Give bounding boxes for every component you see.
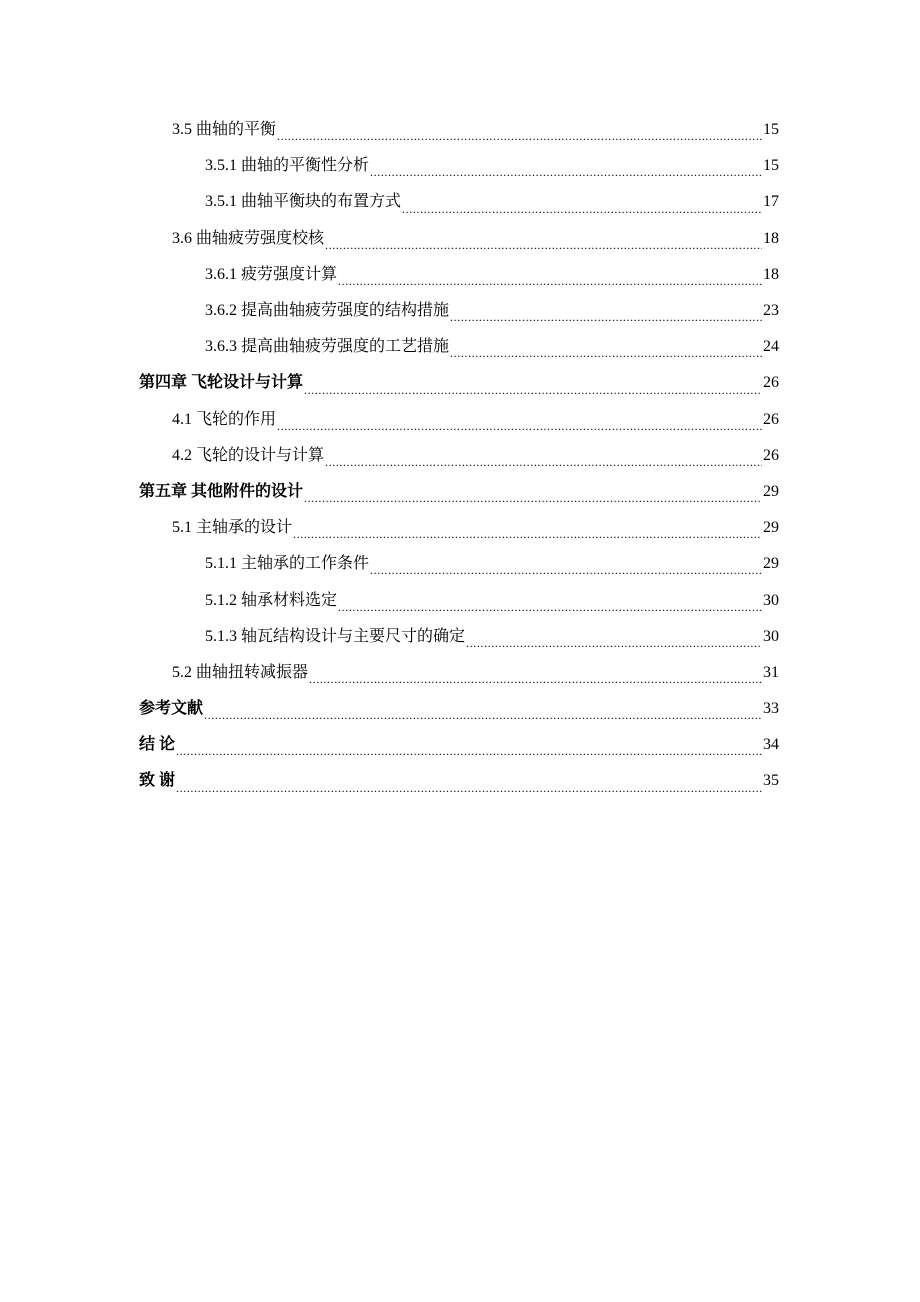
toc-dot-leader	[325, 235, 762, 255]
toc-entry[interactable]	[0, 582, 920, 618]
toc-entry[interactable]	[0, 510, 920, 546]
toc-entry-title: 参考文献	[139, 700, 204, 718]
toc-entry-title: 3.6 曲轴疲劳强度校核	[172, 229, 325, 247]
toc-entry-page: 15	[763, 157, 779, 175]
toc-entry-title: 3.5 曲轴的平衡	[172, 121, 277, 139]
toc-entry-title: 3.6.1 疲劳强度计算	[205, 265, 338, 283]
toc-entry-page: 24	[763, 338, 779, 356]
toc-entry-page: 26	[763, 374, 779, 392]
toc-entry-page: 18	[763, 229, 779, 247]
toc-dot-leader	[450, 343, 762, 363]
toc-dot-leader	[402, 199, 762, 219]
toc-entry[interactable]	[0, 112, 920, 148]
toc-entry-page: 17	[763, 193, 779, 211]
toc-entry-title: 5.1 主轴承的设计	[172, 519, 293, 537]
toc-dot-leader	[204, 705, 762, 725]
toc-dot-leader	[304, 488, 762, 508]
toc-dot-leader	[277, 126, 762, 146]
toc-entry-title: 3.6.3 提高曲轴疲劳强度的工艺措施	[205, 338, 450, 356]
toc-entry-page: 18	[763, 265, 779, 283]
toc-entry-title: 5.1.3 轴瓦结构设计与主要尺寸的确定	[205, 627, 466, 645]
toc-entry[interactable]	[0, 148, 920, 184]
toc-dot-leader	[338, 597, 762, 617]
toc-dot-leader	[370, 162, 762, 182]
toc-entry-page: 33	[763, 700, 779, 718]
toc-entry-page: 26	[763, 410, 779, 428]
toc-entry[interactable]	[0, 184, 920, 220]
toc-entry-page: 31	[763, 663, 779, 681]
toc-chapter-entry[interactable]	[0, 365, 920, 401]
table-of-contents	[0, 112, 920, 800]
toc-entry-page: 26	[763, 446, 779, 464]
toc-entry-title: 3.5.1 曲轴平衡块的布置方式	[205, 193, 402, 211]
toc-dot-leader	[176, 778, 762, 798]
toc-dot-leader	[338, 271, 762, 291]
toc-dot-leader	[176, 741, 762, 761]
toc-entry[interactable]	[0, 655, 920, 691]
toc-entry-page: 29	[763, 519, 779, 537]
toc-entry-page: 30	[763, 591, 779, 609]
toc-entry-page: 29	[763, 555, 779, 573]
toc-entry-page: 29	[763, 482, 779, 500]
toc-entry-title: 3.5.1 曲轴的平衡性分析	[205, 157, 370, 175]
toc-dot-leader	[277, 416, 762, 436]
toc-entry-page: 30	[763, 627, 779, 645]
toc-entry[interactable]	[0, 293, 920, 329]
toc-dot-leader	[325, 452, 762, 472]
toc-dot-leader	[466, 633, 762, 653]
toc-entry[interactable]	[0, 546, 920, 582]
toc-entry-title: 3.6.2 提高曲轴疲劳强度的结构措施	[205, 302, 450, 320]
toc-chapter-entry[interactable]	[0, 763, 920, 799]
toc-entry-title: 5.2 曲轴扭转减振器	[172, 663, 309, 681]
toc-chapter-entry[interactable]	[0, 691, 920, 727]
toc-entry-page: 35	[763, 772, 779, 790]
toc-chapter-entry[interactable]	[0, 727, 920, 763]
toc-entry-page: 34	[763, 736, 779, 754]
toc-entry-title: 第五章 其他附件的设计	[139, 482, 304, 500]
toc-entry[interactable]	[0, 329, 920, 365]
toc-entry-title: 5.1.2 轴承材料选定	[205, 591, 338, 609]
toc-entry-title: 结 论	[139, 736, 176, 754]
toc-dot-leader	[304, 380, 762, 400]
toc-dot-leader	[309, 669, 762, 689]
toc-entry-title: 5.1.1 主轴承的工作条件	[205, 555, 370, 573]
toc-entry[interactable]	[0, 438, 920, 474]
toc-chapter-entry[interactable]	[0, 474, 920, 510]
toc-entry[interactable]	[0, 402, 920, 438]
toc-dot-leader	[293, 524, 762, 544]
toc-entry[interactable]	[0, 221, 920, 257]
toc-entry[interactable]	[0, 257, 920, 293]
toc-dot-leader	[370, 560, 762, 580]
toc-entry-title: 4.1 飞轮的作用	[172, 410, 277, 428]
toc-entry-page: 15	[763, 121, 779, 139]
toc-entry-title: 4.2 飞轮的设计与计算	[172, 446, 325, 464]
toc-entry-title: 致 谢	[139, 772, 176, 790]
toc-dot-leader	[450, 307, 762, 327]
toc-entry-title: 第四章 飞轮设计与计算	[139, 374, 304, 392]
toc-entry[interactable]	[0, 619, 920, 655]
toc-entry-page: 23	[763, 302, 779, 320]
